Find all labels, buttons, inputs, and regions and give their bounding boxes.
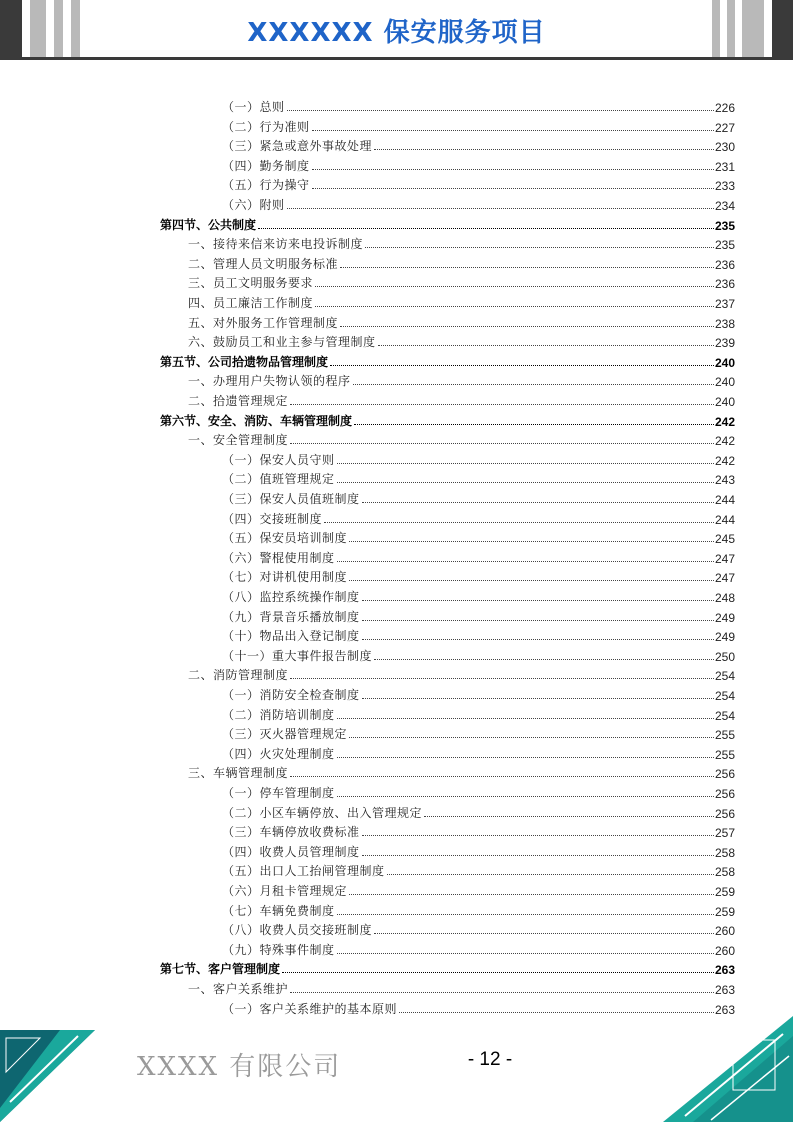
- toc-entry-label: （五）出口人工抬闸管理制度: [222, 864, 385, 879]
- toc-entry[interactable]: [188, 253, 735, 272]
- toc-entry-label: （六）附则: [222, 198, 285, 212]
- toc-entry-label: （九）背景音乐播放制度: [222, 609, 360, 624]
- toc-leader-dots: [349, 894, 714, 895]
- toc-entry-label: （一）客户关系维护的基本原则: [222, 1001, 398, 1016]
- toc-leader-dots: [290, 776, 714, 777]
- toc-page-number: 227: [714, 120, 735, 135]
- toc-page-number: 240: [714, 355, 735, 370]
- toc-entry[interactable]: [188, 664, 735, 683]
- toc-entry-label: （二）值班管理规定: [222, 472, 335, 487]
- toc-leader-dots: [290, 443, 714, 444]
- toc-page-number: 256: [714, 806, 735, 821]
- toc-page-number: 255: [714, 728, 735, 743]
- toc-entry[interactable]: [222, 900, 735, 919]
- toc-entry[interactable]: [222, 625, 735, 644]
- toc-page-number: 240: [714, 395, 735, 409]
- toc-entry[interactable]: [222, 743, 735, 762]
- toc-entry-label: （一）总则: [222, 100, 285, 114]
- toc-entry-label: 三、车辆管理制度: [188, 766, 289, 781]
- toc-leader-dots: [354, 424, 714, 425]
- toc-entry-label: （二）小区车辆停放、出入管理规定: [222, 805, 423, 820]
- toc-leader-dots: [315, 306, 714, 307]
- toc-entry-label: （十）物品出入登记制度: [222, 629, 360, 644]
- toc-leader-dots: [330, 365, 714, 366]
- toc-entry-label: （一）消防安全检查制度: [222, 688, 360, 702]
- toc-leader-dots: [399, 1012, 714, 1013]
- toc-entry-label: （一）保安人员守则: [222, 452, 335, 467]
- toc-leader-dots: [378, 345, 714, 346]
- toc-page-number: 244: [714, 512, 735, 527]
- page-header: [0, 0, 793, 60]
- toc-leader-dots: [349, 737, 714, 738]
- toc-page-number: 263: [714, 1002, 735, 1017]
- toc-leader-dots: [340, 326, 714, 327]
- toc-entry-label: （二）消防培训制度: [222, 707, 335, 722]
- footer-right-decoration: [663, 1016, 793, 1122]
- toc-entry-label: （八）收费人员交接班制度: [222, 923, 373, 938]
- toc-entry[interactable]: [222, 704, 735, 723]
- toc-page-number: 244: [714, 493, 735, 507]
- toc-leader-dots: [374, 933, 714, 934]
- toc-entry[interactable]: [222, 939, 735, 958]
- toc-entry[interactable]: [222, 508, 735, 527]
- toc-entry[interactable]: [188, 370, 735, 389]
- footer-left-decoration: [0, 1030, 95, 1122]
- toc-entry-label: （四）收费人员管理制度: [222, 844, 360, 859]
- toc-entry[interactable]: [222, 174, 735, 193]
- toc-leader-dots: [362, 502, 714, 503]
- toc-entry-label: （四）勤务制度: [222, 158, 310, 173]
- toc-leader-dots: [362, 855, 714, 856]
- toc-leader-dots: [424, 816, 714, 817]
- toc-page-number: 245: [714, 532, 735, 547]
- toc-leader-dots: [337, 463, 714, 464]
- toc-entry-label: 四、员工廉洁工作制度: [188, 296, 314, 310]
- toc-page-number: 263: [714, 983, 735, 997]
- toc-page-number: 230: [714, 140, 735, 155]
- toc-leader-dots: [312, 188, 714, 189]
- toc-leader-dots: [374, 659, 714, 660]
- toc-page-number: 231: [714, 159, 735, 174]
- toc-leader-dots: [337, 953, 714, 954]
- toc-entry[interactable]: [222, 468, 735, 487]
- toc-page-number: 263: [714, 963, 735, 978]
- toc-entry[interactable]: [222, 841, 735, 860]
- toc-leader-dots: [337, 718, 714, 719]
- toc-entry[interactable]: [188, 762, 735, 781]
- toc-entry[interactable]: [222, 488, 735, 507]
- toc-entry[interactable]: [188, 272, 735, 291]
- toc-entry-label: 第六节、安全、消防、车辆管理制度: [160, 413, 353, 428]
- toc-entry-label: （八）监控系统操作制度: [222, 590, 360, 604]
- toc-page-number: 254: [714, 708, 735, 723]
- toc-entry[interactable]: [222, 821, 735, 840]
- toc-leader-dots: [362, 600, 714, 601]
- toc-entry[interactable]: [222, 96, 735, 115]
- toc-leader-dots: [337, 796, 714, 797]
- toc-page-number: 235: [714, 238, 735, 253]
- toc-page-number: 260: [714, 943, 735, 958]
- toc-entry-label: 三、员工文明服务要求: [188, 276, 314, 291]
- toc-page-number: 237: [714, 297, 735, 311]
- toc-page-number: 256: [714, 767, 735, 782]
- toc-leader-dots: [337, 757, 714, 758]
- toc-entry[interactable]: [222, 586, 735, 605]
- toc-entry[interactable]: [222, 155, 735, 174]
- toc-entry-label: （七）对讲机使用制度: [222, 570, 348, 585]
- toc-leader-dots: [312, 130, 714, 131]
- toc-entry-label: 一、安全管理制度: [188, 433, 289, 448]
- header-divider: [0, 57, 793, 60]
- toc-entry-label: （六）警棍使用制度: [222, 550, 335, 565]
- toc-leader-dots: [324, 522, 714, 523]
- toc-page-number: 247: [714, 551, 735, 566]
- toc-section-entry[interactable]: [160, 958, 735, 977]
- toc-entry[interactable]: [188, 292, 735, 311]
- toc-entry-label: （四）交接班制度: [222, 511, 323, 526]
- toc-entry[interactable]: [222, 116, 735, 135]
- toc-page-number: 247: [714, 571, 735, 586]
- toc-leader-dots: [362, 698, 714, 699]
- toc-page-number: 259: [714, 904, 735, 919]
- toc-entry[interactable]: [188, 331, 735, 350]
- toc-section-entry[interactable]: [160, 410, 735, 429]
- toc-page-number: 239: [714, 336, 735, 351]
- toc-entry-label: 六、鼓励员工和业主参与管理制度: [188, 335, 376, 350]
- toc-section-entry[interactable]: [160, 214, 735, 233]
- toc-entry[interactable]: [222, 782, 735, 801]
- toc-leader-dots: [287, 110, 714, 111]
- toc-leader-dots: [337, 561, 714, 562]
- toc-entry[interactable]: [188, 233, 735, 252]
- toc-entry-label: （三）紧急或意外事故处理: [222, 139, 373, 154]
- toc-entry[interactable]: [188, 390, 735, 409]
- toc-leader-dots: [365, 247, 714, 248]
- toc-page-number: 254: [714, 669, 735, 684]
- toc-page-number: 234: [714, 199, 735, 213]
- toc-leader-dots: [362, 639, 714, 640]
- toc-entry[interactable]: [222, 880, 735, 899]
- toc-leader-dots: [258, 228, 714, 229]
- toc-page-number: 256: [714, 787, 735, 801]
- toc-entry-label: 第四节、公共制度: [160, 217, 257, 232]
- document-title: XXXXXX 保安服务项目: [247, 18, 546, 48]
- toc-page-number: 250: [714, 649, 735, 664]
- toc-entry[interactable]: [222, 566, 735, 585]
- toc-entry-label: 一、客户关系维护: [188, 982, 289, 996]
- toc-entry-label: 二、消防管理制度: [188, 668, 289, 683]
- toc-leader-dots: [349, 541, 714, 542]
- toc-page-number: 259: [714, 885, 735, 899]
- toc-page-number: 236: [714, 277, 735, 292]
- toc-entry-label: 二、拾遗管理规定: [188, 394, 289, 408]
- toc-entry-label: 五、对外服务工作管理制度: [188, 315, 339, 330]
- toc-entry[interactable]: [222, 135, 735, 154]
- toc-entry[interactable]: [222, 802, 735, 821]
- toc-entry[interactable]: [188, 312, 735, 331]
- toc-leader-dots: [353, 384, 714, 385]
- toc-leader-dots: [290, 678, 714, 679]
- toc-page-number: 260: [714, 924, 735, 939]
- toc-entry[interactable]: [222, 527, 735, 546]
- toc-leader-dots: [315, 286, 714, 287]
- toc-leader-dots: [340, 267, 714, 268]
- toc-page-number: 233: [714, 179, 735, 194]
- toc-page-number: 242: [714, 434, 735, 449]
- toc-leader-dots: [290, 404, 714, 405]
- toc-entry-label: （二）行为准则: [222, 119, 310, 134]
- toc-page-number: 258: [714, 865, 735, 880]
- toc-entry-label: （四）火灾处理制度: [222, 746, 335, 761]
- toc-page-number: 258: [714, 845, 735, 860]
- toc-entry-label: （五）行为操守: [222, 178, 310, 193]
- toc-entry-label: （三）保安人员值班制度: [222, 492, 360, 506]
- toc-entry[interactable]: [222, 449, 735, 468]
- toc-entry[interactable]: [222, 860, 735, 879]
- toc-entry-label: 一、接待来信来访来电投诉制度: [188, 237, 364, 252]
- toc-entry-label: 第七节、客户管理制度: [160, 962, 281, 977]
- toc-page-number: 242: [714, 453, 735, 468]
- toc-page-number: 248: [714, 591, 735, 605]
- toc-entry-label: （十一）重大事件报告制度: [222, 648, 373, 663]
- toc-leader-dots: [387, 874, 714, 875]
- toc-page-number: 240: [714, 375, 735, 390]
- toc-entry-label: （六）月租卡管理规定: [222, 884, 348, 898]
- toc-page-number: 226: [714, 101, 735, 115]
- toc-entry[interactable]: [222, 194, 735, 213]
- toc-entry-label: （九）特殊事件制度: [222, 942, 335, 957]
- toc-page-number: 257: [714, 826, 735, 841]
- toc-entry[interactable]: [222, 606, 735, 625]
- toc-entry[interactable]: [222, 723, 735, 742]
- toc-entry[interactable]: [222, 547, 735, 566]
- toc-page-number: 235: [714, 218, 735, 233]
- toc-entry[interactable]: [222, 998, 735, 1017]
- toc-leader-dots: [290, 992, 714, 993]
- toc-leader-dots: [362, 835, 714, 836]
- toc-entry-label: （三）车辆停放收费标准: [222, 825, 360, 840]
- page-number: - 12 -: [467, 1049, 513, 1070]
- toc-page-number: 255: [714, 747, 735, 762]
- toc-page-number: 249: [714, 610, 735, 625]
- toc-leader-dots: [287, 208, 714, 209]
- toc-entry-label: 二、管理人员文明服务标准: [188, 256, 339, 271]
- toc-entry[interactable]: [188, 978, 735, 997]
- toc-entry[interactable]: [188, 429, 735, 448]
- toc-page-number: 238: [714, 316, 735, 331]
- toc-leader-dots: [362, 620, 714, 621]
- toc-leader-dots: [312, 169, 714, 170]
- toc-section-entry[interactable]: [160, 351, 735, 370]
- toc-leader-dots: [349, 580, 714, 581]
- toc-page-number: 236: [714, 257, 735, 272]
- toc-entry-label: （三）灭火器管理规定: [222, 727, 348, 742]
- toc-page-number: 242: [714, 414, 735, 429]
- toc-leader-dots: [374, 149, 714, 150]
- toc-entry-label: 一、办理用户失物认领的程序: [188, 374, 351, 389]
- toc-entry-label: 第五节、公司拾遗物品管理制度: [160, 354, 329, 369]
- toc-entry-label: （一）停车管理制度: [222, 786, 335, 800]
- toc-page-number: 249: [714, 630, 735, 645]
- company-name: XXXX 有限公司: [137, 1052, 342, 1082]
- toc-entry[interactable]: [222, 645, 735, 664]
- toc-leader-dots: [337, 482, 714, 483]
- toc-entry[interactable]: [222, 684, 735, 703]
- toc-entry-label: （七）车辆免费制度: [222, 903, 335, 918]
- toc-entry[interactable]: [222, 919, 735, 938]
- toc-leader-dots: [282, 972, 714, 973]
- toc-entry-label: （五）保安员培训制度: [222, 531, 348, 546]
- toc-leader-dots: [337, 914, 714, 915]
- toc-page-number: 254: [714, 689, 735, 703]
- toc-page-number: 243: [714, 473, 735, 488]
